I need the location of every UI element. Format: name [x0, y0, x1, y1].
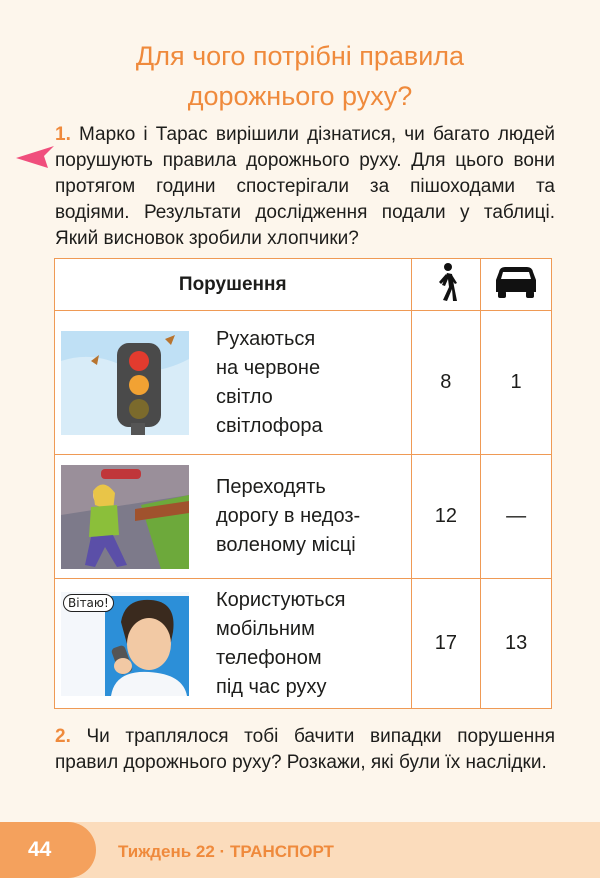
drivers-count: —: [481, 455, 552, 579]
task-2: [55, 724, 555, 776]
row-text: [216, 586, 345, 702]
row-text-line: дорогу в недоз-: [216, 505, 361, 527]
girl-crossing-road-illustration: [61, 465, 189, 569]
drivers-count: 1: [481, 311, 552, 455]
row-text-line: світло: [216, 385, 273, 408]
page-title-line2: дорожнього руху?: [187, 81, 413, 111]
car-icon: [493, 264, 539, 300]
row-text: [216, 325, 323, 441]
row-text-line: телефоном: [216, 646, 322, 669]
row-text-line: Переходять: [216, 476, 326, 498]
row-description: [55, 455, 412, 579]
table-row: [55, 579, 552, 709]
footer-section-label: Тиждень 22 · ТРАНСПОРТ: [118, 842, 334, 861]
page-title: [0, 36, 600, 116]
pedestrians-count: 17: [411, 579, 481, 709]
row-text-line: Рухаються: [216, 327, 316, 350]
page-title-line1: Для чого потрібні правила: [135, 41, 465, 71]
task-2-number: 2.: [55, 726, 71, 747]
row-text-line: воленому місці: [216, 534, 356, 556]
row-text-line: на червоне: [216, 356, 321, 379]
task-1: [55, 122, 555, 252]
row-text-line: світлофора: [216, 414, 323, 437]
speech-bubble: Вітаю!: [63, 594, 114, 612]
boy-with-phone-illustration: [61, 592, 189, 696]
pedestrians-count: 8: [411, 311, 481, 455]
drivers-count: 13: [481, 579, 552, 709]
row-description: [55, 311, 412, 455]
row-text-line: Користуються: [216, 588, 346, 611]
violations-table: [54, 258, 552, 709]
header-drivers: [481, 259, 552, 311]
page-number: 44: [28, 838, 52, 861]
pedestrians-count: 12: [411, 455, 481, 579]
bookmark-arrow-icon: [14, 142, 56, 172]
header-pedestrians: [411, 259, 481, 311]
task-1-text: Марко і Тарас вирішили дізнатися, чи багато людей порушують правила дорожнього руху. Для цього вони протягом години спостерігали за пішоходами та водіями. Результати дослідження подали у таблиці. Який висновок зробили хлопчики?: [55, 124, 556, 249]
traffic-light-illustration: [61, 331, 189, 435]
task-1-number: 1.: [55, 124, 71, 145]
row-text-line: під час руху: [216, 675, 327, 698]
row-text: [216, 473, 360, 560]
pedestrian-icon: [433, 262, 459, 302]
table-header-row: [55, 259, 552, 311]
row-description: [55, 579, 412, 709]
row-text-line: мобільним: [216, 617, 315, 640]
task-2-text: Чи траплялося тобі бачити випадки порушення правил дорожнього руху? Розкажи, які були їх наслідки.: [55, 726, 556, 773]
table-row: [55, 311, 552, 455]
table-row: [55, 455, 552, 579]
header-violation: Порушення: [55, 259, 412, 311]
